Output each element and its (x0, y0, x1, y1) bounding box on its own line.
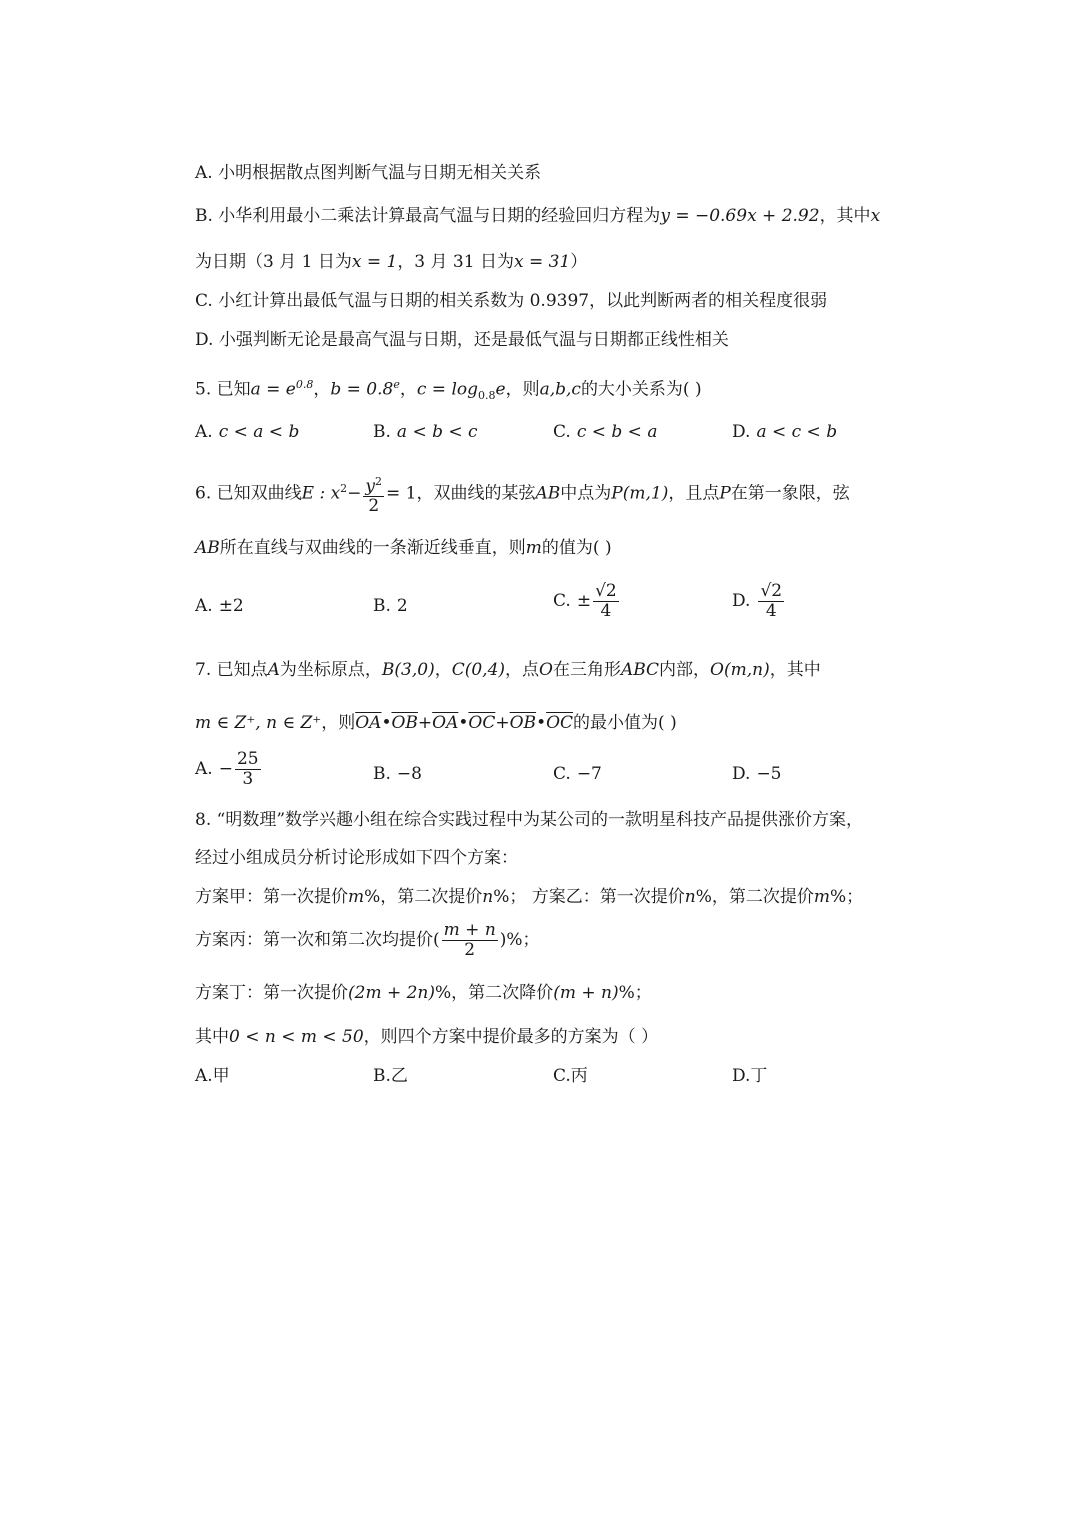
option-value: a < c < b (756, 422, 838, 442)
q6-mid4: 在第一象限，弦 (730, 483, 850, 504)
q8-option-c[interactable]: C.丙 (553, 1066, 588, 1086)
q6-fraction (363, 472, 384, 517)
jia-m: m (348, 887, 365, 907)
option-label: D. (732, 422, 751, 442)
q7-vec-oa-2: $\overline{OA}$ (432, 713, 459, 733)
bing-pre: 方案丙：第一次和第二次均提价 (195, 930, 433, 950)
q7-vec-ob-2: $\overline{OB}$ (509, 713, 537, 733)
option-value: 2 (396, 596, 408, 616)
q5-option-d[interactable] (732, 420, 837, 444)
cond-expr: 0 < n < m < 50 (229, 1027, 364, 1047)
bing-tail: %； (506, 930, 540, 950)
q5-comma-1: ， (313, 379, 331, 400)
option-value: −7 (576, 764, 602, 784)
q7-mid1: 为坐标原点， (279, 660, 382, 680)
option-numerator: √2 (760, 581, 783, 601)
yi-m: m (813, 887, 831, 907)
q6-line2-chord: AB (195, 538, 220, 558)
prev-b-close: ） (570, 252, 588, 272)
q5-prefix: 5. 已知 (195, 379, 251, 400)
option-label: B. (373, 764, 391, 784)
q7-mid2: ，点 (505, 660, 540, 680)
prev-b-text: B. 小华利用最小二乘法计算最高气温与日期的经验回归方程为 (195, 206, 661, 226)
q6-mid: ，双曲线的某弦 (416, 483, 536, 504)
option-sign: − (218, 759, 233, 779)
option-label: B. (373, 596, 391, 616)
q7-then: ，则 (321, 713, 356, 733)
ding-v2: (m + n) (553, 983, 619, 1003)
q7-mid4: 内部， (659, 660, 711, 680)
q6-chord: AB (535, 483, 561, 504)
q5-b-exp: e (393, 378, 400, 391)
prev-option-a: A. 小明根据散点图判断气温与日期无相关关系 (195, 163, 542, 183)
q8-option-a[interactable]: A.甲 (195, 1066, 230, 1086)
q7-vec-oc-2: $\overline{OC}$ (546, 713, 574, 733)
prev-option-b-line2 (195, 250, 587, 274)
option-numerator: √2 (595, 581, 617, 601)
yi-n: n (684, 887, 696, 907)
option-label: C. (553, 422, 571, 442)
q7-point-o: O (539, 660, 553, 680)
q6-curve-name: E : x (301, 483, 341, 504)
q6-prefix: 6. 已知双曲线 (195, 483, 302, 504)
option-value: ±2 (218, 596, 244, 616)
option-value: −5 (756, 764, 782, 784)
q5-tail: 的大小关系为( ) (580, 379, 702, 400)
question-6-line2 (195, 536, 612, 560)
question-7-line2 (195, 711, 677, 735)
option-value: c < b < a (576, 422, 658, 442)
q6-midpoint: P(m,1) (611, 483, 669, 504)
q5-c-base: 0.8 (478, 389, 496, 403)
q6-line2-text: 所在直线与双曲线的一条渐近线垂直，则 (219, 538, 526, 558)
ding-pre: 方案丁：第一次提价 (195, 983, 348, 1003)
q5-a-def: a = e (250, 379, 296, 400)
question-6 (195, 469, 850, 516)
q7-point-a: A (267, 660, 280, 680)
option-label: C. (553, 591, 571, 611)
option-value: c < a < b (218, 422, 300, 442)
q7-vec-oc-1: $\overline{OC}$ (468, 713, 496, 733)
jia-pre: 方案甲：第一次提价 (195, 887, 348, 907)
q7-omn: O(m,n) (710, 660, 770, 680)
q7-plus-2: + (495, 713, 510, 733)
q5-b-def: b = 0.8 (330, 379, 394, 400)
option-label: A. (195, 759, 213, 779)
ding-mid: %，第二次降价 (435, 983, 554, 1003)
question-8-line1: 8. “明数理”数学兴趣小组在综合实践过程中为某公司的一款明星科技产品提供涨价方案， (195, 810, 864, 830)
cond-pre: 其中 (195, 1027, 229, 1047)
jia-tail: %； 方案乙：第一次提价 (493, 887, 685, 907)
q8-option-d[interactable]: D.丁 (732, 1066, 768, 1086)
ding-v1: (2m + 2n) (348, 983, 436, 1003)
ding-tail: %； (618, 983, 652, 1003)
q6-y: y (365, 476, 376, 497)
option-label: A. (195, 422, 213, 442)
q8-option-b[interactable]: B.乙 (373, 1066, 408, 1086)
q6-option-d[interactable] (732, 582, 786, 621)
option-value: a < b < c (396, 422, 478, 442)
q6-denominator: 2 (368, 496, 380, 517)
q5-vars: a,b,c (539, 379, 581, 400)
prev-b-x1: x = 1 (351, 252, 398, 272)
question-5 (195, 373, 702, 408)
q5-option-a[interactable] (195, 420, 299, 444)
q6-option-b[interactable] (373, 594, 408, 618)
q7-option-d[interactable] (732, 762, 782, 786)
option-sign: ± (576, 591, 592, 611)
q7-point-b: B(3,0) (381, 660, 435, 680)
option-label: C. (553, 764, 571, 784)
plan-jia-yi (195, 885, 863, 909)
option-label: D. (732, 591, 751, 611)
prev-option-c: C. 小红计算出最低气温与日期的相关系数为 0.9397，以此判断两者的相关程度很弱 (195, 291, 828, 311)
option-label: A. (195, 596, 213, 616)
prev-b-x: x (870, 206, 881, 226)
q7-tail: 的最小值为( ) (573, 713, 677, 733)
q5-option-c[interactable] (553, 420, 657, 444)
bing-numerator: m + n (443, 920, 496, 940)
q5-comma-2: ， (399, 379, 417, 400)
option-denominator: 3 (242, 769, 254, 789)
q6-line2-tail: 的值为( ) (541, 538, 612, 558)
option-denominator: 4 (600, 601, 612, 621)
plan-bing: 方案丙：第一次和第二次均提价( $\frac{m + n}{2}$ )%； (195, 920, 540, 960)
option-label: B. (373, 422, 391, 442)
prev-option-d: D. 小强判断无论是最高气温与日期，还是最低气温与日期都正线性相关 (195, 330, 729, 350)
option-value: −8 (396, 764, 422, 784)
jia-mid: %，第二次提价 (364, 887, 483, 907)
q6-options (195, 582, 915, 632)
q7-option-a[interactable] (195, 750, 263, 789)
q5-post: ，则 (505, 379, 540, 400)
q5-options (195, 420, 915, 460)
prev-b-line2-text: 为日期（3 月 1 日为 (195, 252, 352, 272)
q7-vec-oa-1: $\overline{OA}$ (355, 713, 382, 733)
cond-tail: ，则四个方案中提价最多的方案为（ ） (363, 1027, 659, 1047)
question-7 (195, 658, 821, 682)
q7-vec-ob-1: $\overline{OB}$ (391, 713, 418, 733)
q6-mid2: 中点为 (560, 483, 612, 504)
q5-option-b[interactable] (373, 420, 478, 444)
q6-eq: = 1 (386, 483, 417, 504)
q5-c-def: c = log (416, 379, 479, 400)
q6-option-a[interactable] (195, 594, 244, 618)
plan-ding (195, 981, 652, 1005)
yi-mid: %，第二次提价 (695, 887, 814, 907)
q5-a-exp: 0.8 (295, 378, 314, 391)
q7-options (195, 750, 915, 800)
prev-option-b (195, 204, 880, 228)
bing-denominator: 2 (464, 940, 476, 960)
q6-m: m (525, 538, 542, 558)
prev-b-mid: ，其中 (819, 206, 871, 226)
q5-c-arg: e (495, 379, 506, 400)
q7-sep: ， (434, 660, 452, 680)
q7-triangle: ABC (620, 660, 660, 680)
q7-option-c[interactable] (553, 762, 602, 786)
q8-condition (195, 1025, 658, 1049)
yi-tail: %； (830, 887, 864, 907)
q6-point-p: P (719, 483, 731, 504)
q7-dot-1: • (381, 713, 392, 733)
q6-minus: − (347, 483, 362, 504)
q6-mid3: ，且点 (668, 483, 720, 504)
q7-mid5: ，其中 (769, 660, 821, 680)
prev-b-line2b-text: ，3 月 31 日为 (397, 252, 514, 272)
q7-option-b[interactable] (373, 762, 422, 786)
q8-options (195, 1064, 915, 1104)
q7-mid3: 在三角形 (552, 660, 621, 680)
q6-option-c[interactable] (553, 582, 621, 621)
question-8-line2: 经过小组成员分析讨论形成如下四个方案： (195, 848, 518, 868)
jia-n: n (482, 887, 494, 907)
q7-point-c: C(0,4) (451, 660, 506, 680)
q7-dot-3: • (536, 713, 547, 733)
q7-condition: m ∈ Z⁺, n ∈ Z⁺ (195, 713, 322, 733)
q6-square: 2 (340, 482, 348, 495)
q7-dot-2: • (458, 713, 469, 733)
q7-plus-1: + (417, 713, 433, 733)
regression-equation: y = −0.69x + 2.92 (660, 206, 820, 226)
q6-y-square: 2 (375, 474, 383, 488)
option-label: D. (732, 764, 751, 784)
option-numerator: 25 (236, 749, 259, 769)
prev-b-x31: x = 31 (513, 252, 571, 272)
q7-prefix: 7. 已知点 (195, 660, 268, 680)
option-denominator: 4 (765, 601, 777, 621)
